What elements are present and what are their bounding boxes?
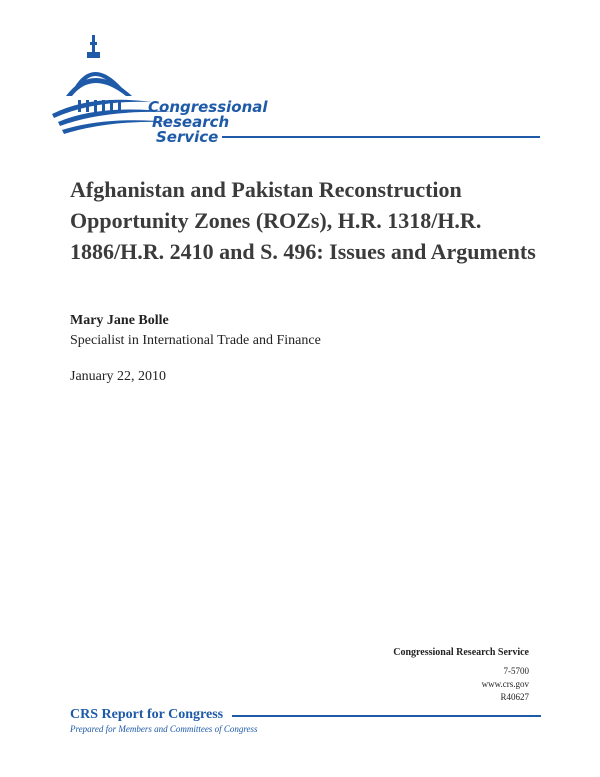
report-date: January 22, 2010 (70, 369, 167, 384)
crs-report-number: R40627 (500, 692, 529, 702)
footer-rule (232, 715, 541, 717)
crs-logo (52, 30, 542, 150)
header-rule (222, 136, 540, 138)
crs-phone: 7-5700 (503, 666, 529, 676)
author-name: Mary Jane Bolle (70, 313, 169, 328)
logo-wordmark (148, 100, 268, 145)
report-title: Afghanistan and Pakistan Reconstruction Opportunity Zones (ROZs), H.R. 1318/H.R. 1886/H.R. 2410 and S. 496: Issues and Arguments (70, 177, 536, 264)
logo-line-2: Research (152, 113, 230, 131)
logo-line-1: Congressional (148, 98, 268, 116)
footer-subtitle: Prepared for Members and Committees of Congress (70, 724, 258, 734)
author-title: Specialist in International Trade and Finance (70, 333, 321, 348)
footer-title: CRS Report for Congress (70, 707, 224, 722)
crs-info-block (393, 646, 529, 704)
logo-line-3: Service (156, 128, 219, 146)
crs-website: www.crs.gov (481, 679, 529, 689)
crs-org-name: Congressional Research Service (393, 647, 529, 658)
